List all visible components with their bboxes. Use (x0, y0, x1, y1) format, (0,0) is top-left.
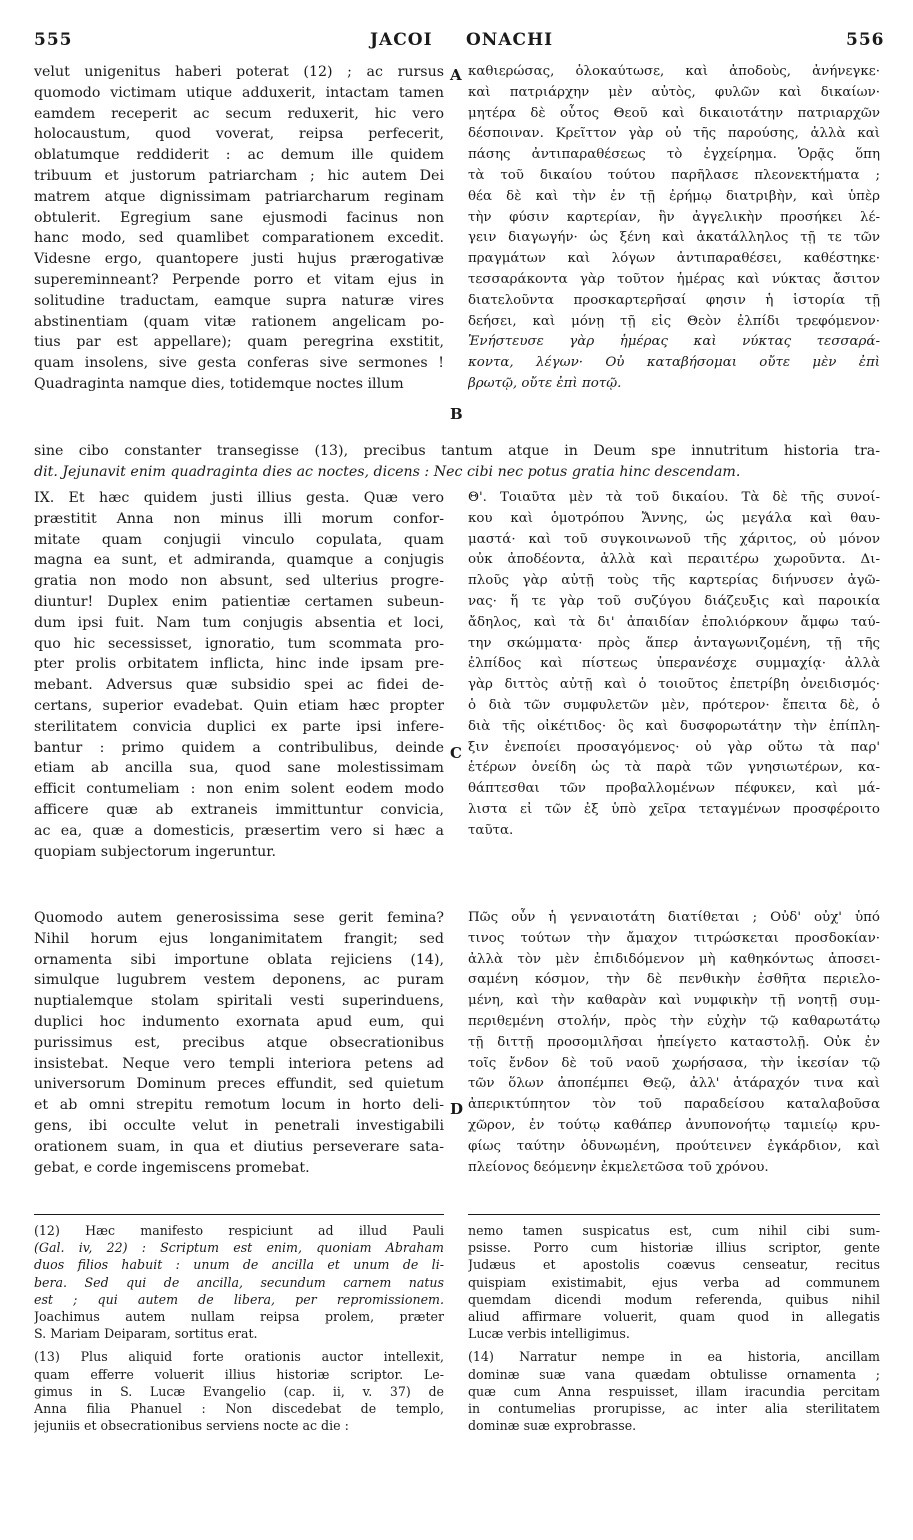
text-line: quemdam dicendi modum referenda, quibus nihil (468, 1291, 880, 1307)
text-line: την σκώμματα· πρὸς ἅπερ ἀνταγωνιζομένη, τῇ τῆς (468, 635, 880, 651)
running-head-left: JACOI (370, 30, 433, 50)
text-line: in contumelias prorupisse, ac inter alia sterilitatem (468, 1401, 880, 1417)
text-line: τὰ τοῦ δικαίου τούτου παρῆλασε πλεονεκτήματα ; (468, 167, 880, 183)
text-line: Quadraginta namque dies, totidemque noctes illum (34, 375, 404, 392)
text-line: abstinentiam (quam vitæ rationem angelicam po- (34, 313, 444, 330)
text-line: τὴν φύσιν καρτερίαν, ἣν ἀγγελικὴν προσήκει λέ- (468, 209, 880, 225)
text-line: obtulerit. Egregium sane ejusmodi facinus non (34, 209, 444, 226)
text-line: τεσσαράκοντα γὰρ τοῦτον ἡμέρας καὶ νύκτας ἄσιτον (468, 271, 880, 287)
text-line: eamdem receperit ac secum reduxerit, hic vero (34, 105, 444, 122)
text-line: diuntur! Duplex enim patientiæ certamen subeun- (34, 593, 444, 610)
text-line: διατελοῦντα προσκαρτερῆσαί φησιν ἡ ἱστορία τῇ (468, 292, 880, 308)
text-line: (12) Hæc manifesto respiciunt ad illud Pauli (34, 1223, 444, 1238)
text-line: φίως ταύτην ὀδυνωμένη, προύτεινεν ἐγκάρδιον, καὶ (468, 1138, 880, 1154)
text-line: ἐλπίδος καὶ πίστεως ὑπερανέσχε συμμαχίᾳ· ἀλλὰ (468, 656, 880, 672)
text-line: Quomodo autem generosissima sese gerit femina? (34, 910, 444, 926)
text-line: (Gal. iv, 22) : Scriptum est enim, quoniam Abraham (34, 1240, 444, 1256)
text-line: sterilitatem convicia duplici ex parte ipsi infere- (34, 718, 444, 735)
text-line: tribuum et justorum patriarcham ; hic autem Dei (34, 167, 444, 184)
text-line: velut unigenitus haberi poterat (12) ; ac rursus (34, 64, 444, 80)
text-line: holocaustum, quod voverat, reipsa perfecerit, (34, 126, 444, 143)
text-line: πάσης ἀντιπαραθέσεως τὸ ἐγχείρημα. Ὁρᾷς ὅπη (468, 147, 880, 163)
text-line: simulque lugubrem vestem deponens, ac puram (34, 972, 444, 989)
text-line: πλοῦς γὰρ αὐτῇ τοὺς τῆς καρτερίας διήνυσεν ἀγῶ- (468, 573, 880, 589)
text-line: τινος τούτων τὴν ἄμαχον τιτρώσκεται προσδοκίαν· (468, 930, 880, 946)
latin-column-top (34, 62, 444, 395)
text-line: ξιν ἐνεποίει προσαγόμενος· οὐ γὰρ οὕτω τὰ παρ' (468, 739, 880, 755)
text-line: nuptialemque stolam spiritali vesti superinduens, (34, 993, 444, 1010)
greek-column-lower (468, 908, 880, 1178)
text-line: μητέρα δὲ οὗτος Θεοῦ καὶ δικαιοτάτην πατριαρχῶν (468, 105, 880, 121)
text-line: κοντα, λέγων· Οὐ καταβήσομαι οὔτε μὲν ἐπὶ (468, 355, 880, 371)
text-line: dum ipsi fuit. Nam tum conjugis absentia et loci, (34, 614, 444, 631)
text-line: οὐκ ἀποδέοντα, ἀλλὰ καὶ περαιτέρω χωροῦντα. Δι- (468, 552, 880, 568)
latin-column-section-ix (34, 488, 444, 862)
text-line: mitate quam conjugii vinculo copulata, quam (34, 531, 444, 548)
text-line: σαμένη κόσμον, τὴν δὲ πενθικὴν ἐσθῆτα περιελο- (468, 972, 880, 988)
text-line: ἑτέρων ὀνείδη ὡς τὰ παρὰ τῶν γνησιωτέρων, κα- (468, 760, 880, 776)
text-line: Nihil horum ejus longanimitatem frangit; sed (34, 930, 444, 947)
text-line: quo hic secessisset, ignoratio, tum scommata pro- (34, 635, 444, 652)
text-line: quopiam subjectorum ingeruntur. (34, 843, 276, 860)
text-line: et ab omni strepitu remotum locum in horto deli- (34, 1097, 444, 1114)
text-line: ἄδηλος, καὶ τὰ δι' ἀπαιδίαν ἐπολιόρκουν ἄμφω ταύ- (468, 614, 880, 630)
text-line: Πῶς οὖν ἡ γενναιοτάτη διατίθεται ; Οὐδ' οὐχ' ὑπό (468, 910, 880, 925)
text-line: gimus in S. Lucæ Evangelio (cap. ii, v. 37) de (34, 1383, 444, 1399)
text-line: ἀλλὰ τὸν μὲν ἐπιδιδόμενον μὴ καθηκόντως ἀποσει- (468, 951, 880, 967)
full-width-lines (34, 441, 880, 483)
text-line: matrem atque dignissimam patriarcharum reginam (34, 188, 444, 205)
text-line: gens, ibi occulte velut in penetrali investigabili (34, 1117, 444, 1134)
text-line: præstitit Anna non minus illi morum confor- (34, 510, 444, 527)
text-line: quam insolens, sive gesta conferas sive sermones ! (34, 355, 444, 372)
text-line: hanc modo, sed quamlibet comparationem excedit. (34, 230, 444, 247)
page-number-left: 555 (34, 30, 73, 50)
text-line: quispiam existimabit, ejus verba ad communem (468, 1274, 880, 1290)
text-line: διὰ τῆς οἰκέτιδος· ὃς καὶ δυσφορωτάτην τὴν ἐπίπλη- (468, 718, 880, 734)
text-line: tius par est appellare); quam peregrina exstitit, (34, 334, 444, 351)
text-line: γὰρ διττὸς αὐτῇ καὶ ὁ τοιοῦτος ἐπετρίβη ὀνειδισμός· (468, 677, 880, 693)
text-line: μαστά· καὶ τοῦ συγκοινωνοῦ τῆς χάριτος, οὐ μόνον (468, 531, 880, 547)
text-line: δέσποιναν. Κρεῖττον γὰρ οὐ τῆς παρούσης, ἀλλὰ καὶ (468, 126, 880, 142)
text-line: (14) Narratur nempe in ea historia, ancillam (468, 1349, 880, 1365)
text-line: IX. Et hæc quidem justi illius gesta. Quæ vero (34, 490, 444, 506)
footnotes-right (468, 1222, 880, 1434)
text-line: ταῦτα. (468, 822, 514, 838)
text-line: purissimus est, precibus atque obsecrationibus (34, 1034, 444, 1051)
text-line: orationem suam, in qua et diutius perseverare sata- (34, 1138, 444, 1155)
text-line: aliud affirmare voluerit, quam quod in allegatis (468, 1309, 880, 1325)
margin-mark-c: C (450, 744, 462, 762)
text-line: ὁ διὰ τῶν συμφυλετῶν μὲν, πρότερον· ἔπειτα δὲ, ὁ (468, 697, 880, 713)
text-line: insistebat. Neque vero templi interiora petens ad (34, 1055, 444, 1072)
greek-column-section-ix (468, 488, 880, 842)
text-line: θάπτεσθαι τῶν προβαλλομένων πέφυκεν, καὶ μά- (468, 781, 880, 797)
text-line: nemo tamen suspicatus est, cum nihil cibi sum- (468, 1223, 880, 1238)
text-line: gebat, e corde ingemiscens promebat. (34, 1159, 310, 1176)
running-head-right: ONACHI (466, 30, 554, 50)
text-line: Lucæ verbis intelligimus. (468, 1326, 630, 1342)
text-line: magna ea sunt, et admiranda, quamque a conjugis (34, 552, 444, 569)
text-line: Joachimus autem nullam reipsa prolem, præter (34, 1309, 444, 1325)
text-line: solitudine traductam, eamque supra naturæ vires (34, 292, 444, 309)
text-line: mebant. Adversus quæ subsidio spei ac fidei de- (34, 677, 444, 694)
text-line: oblatumque reddiderit : ac demum ille quidem (34, 147, 444, 164)
text-line: ac ea, quæ a domesticis, præsertim vero si hæc a (34, 822, 444, 839)
text-line: μένη, καὶ τὴν καθαρὰν καὶ νυμφικὴν τῇ νοητῇ συμ- (468, 993, 880, 1009)
text-line: ornamenta sibi importune oblata rejiciens (14), (34, 951, 444, 968)
text-line: τῶν ὅλων ἀποπέμπει Θεῷ, ἀλλ' ἀτάραχόν τινα καὶ (468, 1076, 880, 1092)
text-line: τοῖς ἔνδον δὲ τοῦ ναοῦ χωρήσασα, τὴν ἱκεσίαν τῷ (468, 1055, 880, 1071)
text-line: Judæus et apostolis coævus censeatur, recitus (468, 1257, 880, 1273)
greek-column-top (468, 62, 880, 395)
text-line: duos filios habuit : unum de ancilla et unum de li- (34, 1257, 444, 1273)
text-line: (13) Plus aliquid forte orationis auctor intellexit, (34, 1349, 444, 1365)
text-line: βρωτῷ, οὔτε ἐπὶ ποτῷ. (468, 375, 622, 391)
latin-column-lower (34, 908, 444, 1178)
text-line: Θ'. Τοιαῦτα μὲν τὰ τοῦ δικαίου. Τὰ δὲ τῆς συνοί- (468, 490, 880, 505)
page-number-right: 556 (846, 30, 885, 50)
margin-mark-d: D (450, 1100, 464, 1118)
text-line: supereminneant? Perpende porro et vitam ejus in (34, 271, 444, 288)
text-line: dit. Jejunavit enim quadraginta dies ac noctes, dicens : Nec cibi nec potus gratia hinc descendam. (34, 463, 741, 480)
footnote-rule-left (34, 1214, 444, 1215)
text-line: Ἐνήστευσε γὰρ ἡμέρας καὶ νύκτας τεσσαρά- (468, 334, 880, 350)
margin-mark-a: A (450, 66, 462, 84)
text-line: dominæ suæ exprobrasse. (468, 1418, 637, 1434)
text-line: καθιερώσας, ὁλοκαύτωσε, καὶ ἀποδοὺς, ἀνήνεγκε· (468, 64, 880, 79)
footnotes-left (34, 1222, 444, 1434)
footnote-rule-right (468, 1214, 880, 1215)
text-line: afficere quæ ab extraneis immittuntur convicia, (34, 801, 444, 818)
text-line: duplici hoc indumento exornata apud eum, qui (34, 1013, 444, 1030)
text-line: sine cibo constanter transegisse (13), precibus tantum atque in Deum spe innutritum historia tra- (34, 443, 880, 459)
text-line: gratia non modo non absunt, sed ulterius progre- (34, 573, 444, 590)
text-line: Videsne ergo, quantopere justi hujus prærogativæ (34, 251, 444, 268)
text-line: est ; qui autem de libera, per repromissionem. (34, 1291, 444, 1307)
text-line: etiam ab ancilla sua, quod sane molestissimam (34, 760, 444, 777)
text-line: ἀπερικτύπητον τὸν τοῦ παραδείσου καταλαβοῦσα (468, 1097, 880, 1113)
text-line: bantur : primo quidem a contribulibus, deinde (34, 739, 444, 756)
margin-mark-b: B (450, 405, 463, 423)
text-line: τῇ διττῇ προσομιλῆσαι ἠπείγετο καταστολῇ. Οὐκ ἐν (468, 1034, 880, 1050)
text-line: δεήσει, καὶ μόνῃ τῇ εἰς Θεὸν ἐλπίδι τρεφόμενον· (468, 313, 880, 329)
text-line: γειν διαγωγήν· ὡς ξένη καὶ ἀκατάλληλος τῇ τε τῶν (468, 230, 880, 246)
text-line: Anna filia Phanuel : Non discedebat de templo, (34, 1401, 444, 1417)
text-line: certans, superior evadebat. Quin etiam hæc propter (34, 697, 444, 714)
text-line: καὶ πατριάρχην μὲν αὐτὸς, φυλῶν καὶ δικαίων· (468, 84, 880, 100)
text-line: universorum Dominum preces effundit, sed quietum (34, 1076, 444, 1093)
text-line: S. Mariam Deiparam, sortitus erat. (34, 1326, 258, 1342)
text-line: περιθεμένη στολήν, πρὸς τὴν εὐχὴν τῷ καθαρωτάτῳ (468, 1013, 880, 1029)
text-line: quæ cum Anna respuisset, illam iracundia percitam (468, 1383, 880, 1399)
text-line: χῶρον, ἐν τούτῳ καθάπερ ἀνυπονοήτῳ ταμιείῳ κρυ- (468, 1117, 880, 1133)
text-line: νας· ἥ τε γὰρ τοῦ συζύγου διάζευξις καὶ παροικία (468, 593, 880, 609)
text-line: θέα δὲ καὶ τὴν ἐν τῇ ἐρήμῳ διατριβὴν, καὶ ὑπὲρ (468, 188, 880, 204)
text-line: quam efferre voluerit illius historiæ scriptor. Le- (34, 1366, 444, 1382)
text-line: bera. Sed qui de ancilla, secundum carnem natus (34, 1274, 444, 1290)
text-line: jejuniis et obsecrationibus serviens nocte ac die : (34, 1418, 349, 1434)
text-line: πραγμάτων καὶ λόγων ἀντιπαραθέσει, καθέστηκε· (468, 251, 880, 267)
text-line: κου καὶ ὁμοτρόπου Ἄννης, ὡς μεγάλα καὶ θαυ- (468, 510, 880, 526)
text-line: quomodo victimam utique adduxerit, intactam tamen (34, 84, 444, 101)
text-line: pter prolis orbitatem inflicta, hinc inde ipsam pre- (34, 656, 444, 673)
text-line: πλείονος δεόμενην ἐκμελετῶσα τοῦ χρόνου. (468, 1159, 769, 1175)
text-line: psisse. Porro cum historiæ illius scriptor, gente (468, 1240, 880, 1256)
text-line: efficit contumeliam : non enim solent eodem modo (34, 781, 444, 798)
text-line: λιστα εἰ τῶν ἐξ ὑπὸ χεῖρα τεταγμένων προσφέροιτο (468, 801, 880, 817)
text-line: dominæ suæ vana quædam obtulisse ornamenta ; (468, 1366, 880, 1382)
